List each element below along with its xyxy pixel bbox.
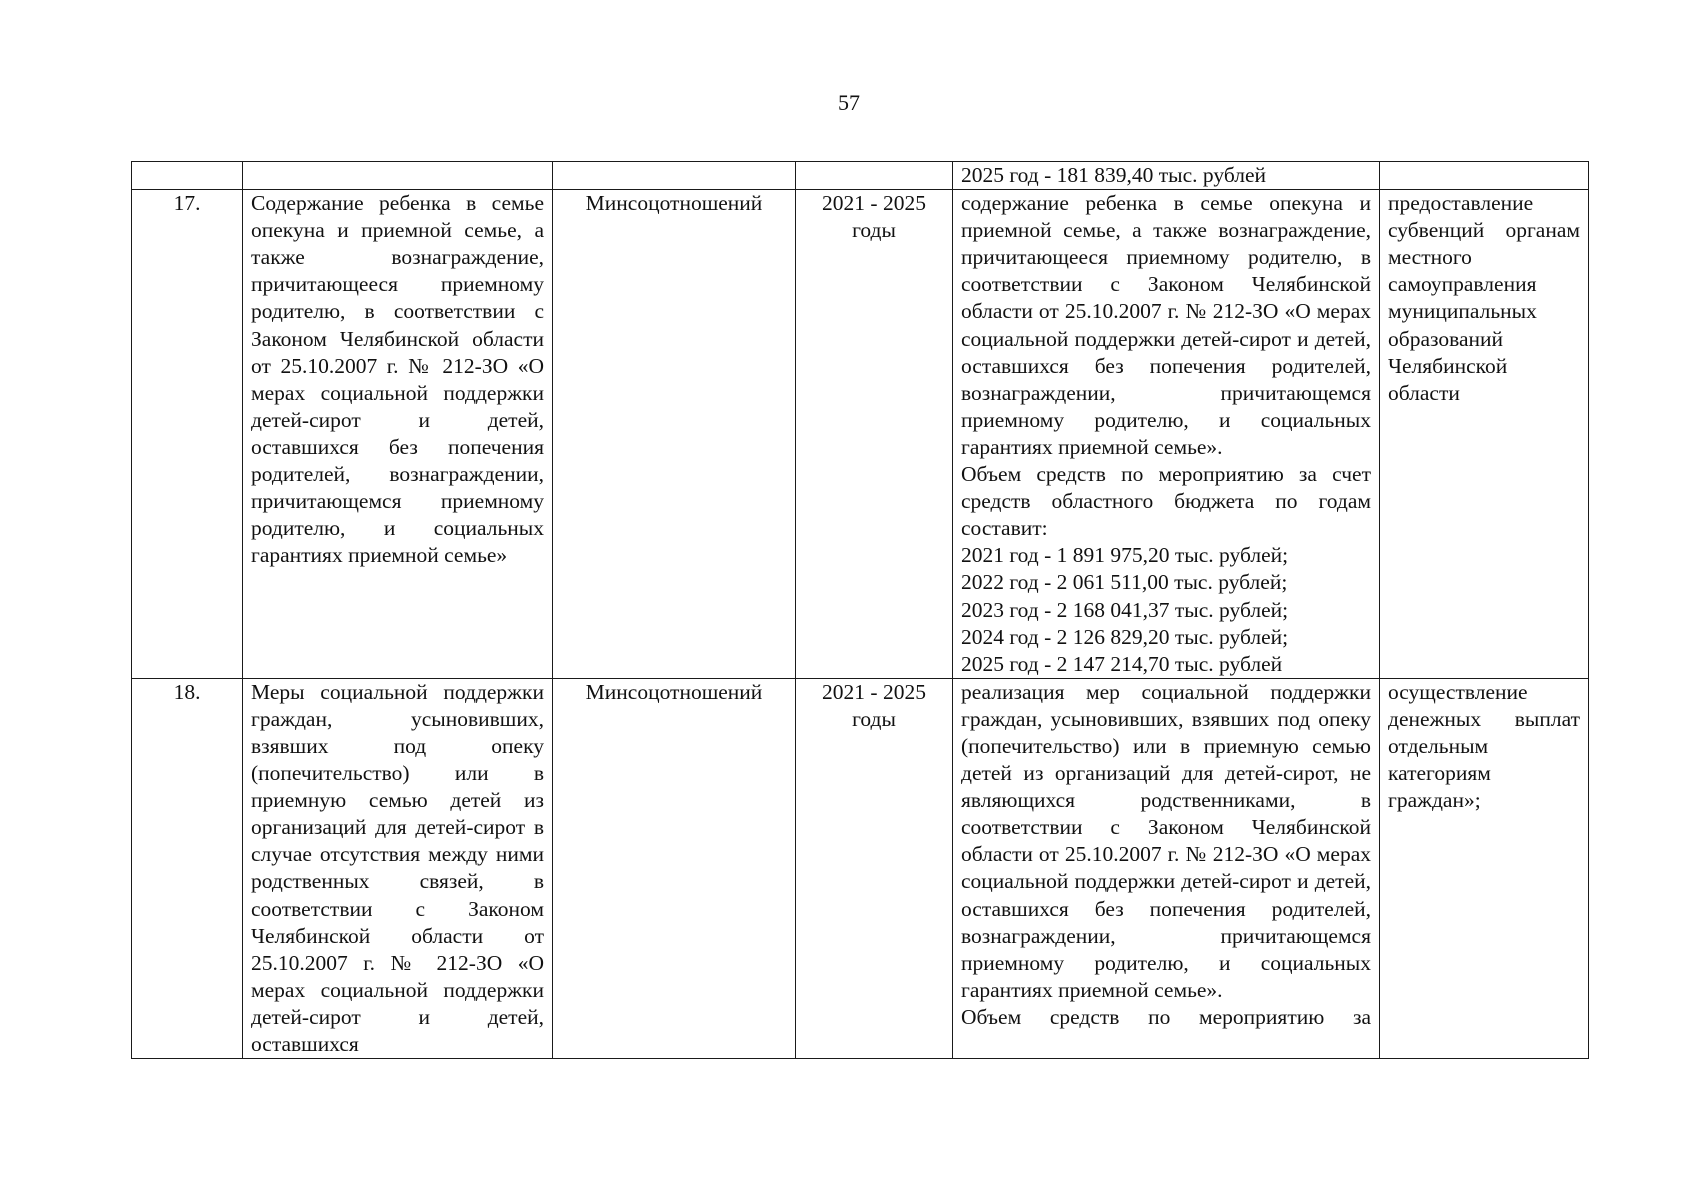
amount-line: 2025 год - 2 147 214,70 тыс. рублей [961,651,1283,676]
row-number: 18. [132,678,243,1058]
cell-content [953,162,1380,190]
funding-intro: Объем средств по мероприятию за [961,1004,1371,1029]
measure-name: Содержание ребенка в семье опекуна и приемной семье, а также вознаграждение, причитающееся приемному родителю, в соответствии с Законом Челябинской области от 25.10.2007 г. № 212-ЗО «О мерах социальной поддержки детей-сирот и детей, оставшихся без попечения родителей, вознаграждении, причитающемся приемному родителю, и социальных гарантиях приемной семье» [243,190,553,679]
funding-intro: Объем средств по мероприятию за счет средств областного бюджета по годам составит: [961,462,1371,541]
amount-line: 2022 год - 2 061 511,00 тыс. рублей; [961,570,1288,595]
period: 2021 - 2025 годы [796,190,953,679]
measure-content [953,678,1380,1058]
cell-name [243,162,553,190]
amount-line: 2024 год - 2 126 829,20 тыс. рублей; [961,624,1289,649]
amount-line: 2021 год - 1 891 975,20 тыс. рублей; [961,543,1289,568]
executor: Минсоцотношений [553,190,796,679]
mechanism: предоставление субвенций органам местного самоуправления муниципальных образований Челябинской области [1380,190,1589,679]
program-measures-table [131,161,1589,1059]
page-number: 57 [838,90,860,115]
row-number: 17. [132,190,243,679]
mechanism: осуществление денежных выплат отдельным категориям граждан»; [1380,678,1589,1058]
table-row-18 [132,678,1589,1058]
table-row-continuation [132,162,1589,190]
measure-name: Меры социальной поддержки граждан, усыновивших, взявших под опеку (попечительство) или в приемную семью детей из организаций для детей-сирот в случае отсутствия между ними родственных связей, в соответствии с Законом Челябинской области от 25.10.2007 г. № 212-ЗО «О мерах социальной поддержки детей-сирот и детей, оставшихся [243,678,553,1058]
measure-content [953,190,1380,679]
cell-executor [553,162,796,190]
executor: Минсоцотношений [553,678,796,1058]
amount-line: 2025 год - 181 839,40 тыс. рублей [961,163,1267,187]
cell-number [132,162,243,190]
amount-line: 2023 год - 2 168 041,37 тыс. рублей; [961,597,1289,622]
content-text: реализация мер социальной поддержки граждан, усыновивших, взявших под опеку (попечительство) или в приемную семью детей из организаций для детей-сирот, не являющихся родственниками, в соответствии с Законом Челябинской области от 25.10.2007 г. № 212-ЗО «О мерах социальной поддержки детей-сирот и детей, оставшихся без попечения родителей, вознаграждении, причитающемся приемному родителю, и социальных гарантиях приемной семье». [961,679,1371,1002]
content-text: содержание ребенка в семье опекуна и приемной семье, а также вознаграждение, причитающееся приемному родителю, в соответствии с Законом Челябинской области от 25.10.2007 г. № 212-ЗО «О мерах социальной поддержки детей-сирот и детей, оставшихся без попечения родителей, вознаграждении, причитающемся приемному родителю, и социальных гарантиях приемной семье». [961,191,1371,459]
table-row-17 [132,190,1589,679]
period: 2021 - 2025 годы [796,678,953,1058]
cell-period [796,162,953,190]
cell-mechanism [1380,162,1589,190]
